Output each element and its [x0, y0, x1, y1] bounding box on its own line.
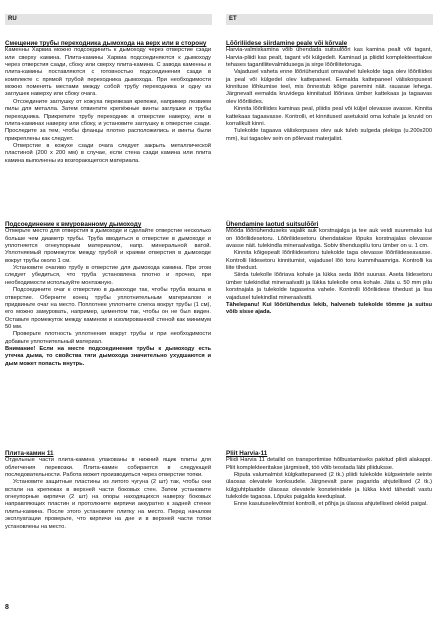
section-title: Ühendamine laotud suitsulõõri [226, 221, 319, 228]
paragraph: Установите защитные пластины из литого чугуна (2 шт) так, чтобы они встали на крепежах в верхней части боковых стен. Затем установите огнеупорные кирпичи (2 шт) на опоры находящихся наверху боковых направляющих пластин и протолкните кирпичи аккуратно к задней стенке плиты-камина. После этого установите плитку на место. Перед началом эксплуатации проверьте, что кирпичи на дне и в верхней части топки установлены на место. [5, 479, 211, 530]
paragraph: Установите очагиво трубу в отверстие для дымохода камина. При этом следует убедиться, что труба установлена плотно и прочно, при необходимости используйте монтажную. [5, 265, 211, 286]
paragraph: Kinnita kõigepealt lõõriliidesetoru tulekolde taga olevasse lõõriliideseavasse. Kontrolli liidesetoru kinnitumist, vajadusel lõö toru kummihaamriga. Kontrolli ka liite tihedust. [226, 250, 432, 272]
section-title: Pliit Harvia-11 [226, 450, 268, 457]
ru-section-flue-relocation [5, 40, 211, 165]
paragraph: Vajadusel vaheta enne lõõriühendust omavahel tulekolde taga olev lõõriliides ja peal või külgedel olev kattepaneel. Eemalda kattepaneel väliskorpusest kinnituse lõhkumise teel, mis õnnestub kõige paremini näit. rauasae lehega. Järgnevalt eemalda kruvidega kinnitatud lõõriava ümber kattekaas ja tagaavas olev lõõriliides. [226, 69, 432, 105]
paragraph: Отсоедините заглушку от кожуха перевезая крепежи, например лезвием пилы для металла. Затем отвинтите крепёжные винты заглушки и трубы переходника. Прикрепите трубу переходник в отверстие наверху, или в плита-каминах наверху или сбоку, и установите заглушку в отверстие сзади. Проследите за тем, чтобы фланцы плотно расположились и винты были прикреплены как следует. [5, 98, 211, 142]
paragraph: Отдельные части плита-камина упакованы в нижний ящик плиты для облегчения перевозки. Плита-камин собирается в следующей последовательности. Работа может производиться через отверстие топки. [5, 457, 211, 479]
paragraph: Проверьте плотность уплотнения вокруг трубы и при необходимости добавьте уплотнительный материал. [5, 331, 211, 345]
paragraph: Kinnita lõõriliides kaminas peal, pliidis peal või küljel olevasse avasse. Kinnita kattekaas tagaavasse. Kontrolli, et kinnitused asetuksid oma kohale ja kruvid on korralikult kinni. [226, 106, 432, 127]
paragraph: Siirda tulekolle lõõriava kohale ja lükka seda lõõri suunas. Aseta liidesetoru ümber tulekindlat mineraalvatti ja lükka tulekolle oma kohale. Jäta u. 50 mm pilu korstnajala ja tulekolde tagaseina vahele. Kontrolli lõõriliidese tihedust ja lisa vajadusel tulekindlat mineraalvatti. [226, 272, 432, 301]
warning-text: Внимание! Если на месте подсоединения трубы к дымоходу есть утечка дыма, то свойства тяги дымохода значительно ухудшаются и дым может попасть внутрь. [5, 345, 211, 367]
et-section-stove-11 [226, 450, 432, 509]
paragraph: Отмерьте место для отверстия в дымоходе и сделайте отверстие несколько больше чем диаметр трубы. Труба вводиться в отверстие в дымоходе и уплотняется огнеупорным материалом, напр. минеральной ватой. Уплотняемый промежуток между трубой и краями отверстия в дымоходе вокруг трубы около 1 см. [5, 228, 211, 264]
paragraph: Каменны Харвиа можно подсоединить к дымоходу через отверстие сзади или сверху камина. Плита-камины Харвиа подсоединяются к дымоходу через отверстия сзади, сбоку или сверху плита-камина. С завода каменны и плита-камины поставляются с готовностью подсоединения сзади в комплекте с прямой трубой переходника дымохода. При необходимости можно поменять местами между собой трубу переходника и одну из заглушек наверху или сбоку очага. [5, 47, 211, 98]
paragraph: Enne kasutuselevõtmist kontrolli, et põhja ja ülaosa ahjutellised olekid paigal. [234, 501, 428, 508]
language-tab-ru: RU [5, 14, 212, 25]
et-section-flue-relocation [226, 40, 432, 143]
warning-text: Tähelepanu! Kui lõõriühendus lekib, halveneb tulekolde tõmme ja suitsu võib sisse ajada. [226, 301, 432, 316]
paragraph: Подсоедините очаг к отверстию в дымоходе так, чтобы труба вошла в отверстие. Оберните конец трубы уплотнительным материалом и придвиньте очаг на место. Поплотнее уплотните слегка вокруг трубы (1 см), его можно замуровать, например, цементом так, чтобы он не был виден. Оставьте промежуток между камином и изолированной стеной как минимум 50 мм. [5, 287, 211, 330]
paragraph: Mõõda lõõriühenduseks vajalik auk korstnajalga ja tee auk veidi suuremaks kui on lõõriliidesetoru. Lõõriliidesetoru ühendatakse lõpuks korstnajalas olevasse avasse näit. tulekindla mineraalvatiga. Sobiv tihenduspilu toru ümber on u. 1 cm. [226, 228, 432, 250]
paragraph: Отверстие в кожухе сзади очага следует закрыть металлической пластиной (200 x 200 мм) в случае, если стена сзади камина или плита камина выполнены из возгорающегося материала. [5, 142, 211, 164]
et-section-masonry-chimney [226, 221, 432, 317]
language-tab-et: ET [226, 14, 433, 25]
section-title: Плита-камин 11 [5, 450, 54, 457]
ru-section-masonry-chimney [5, 221, 211, 368]
section-title: Lõõriliidese siirdamine peale või kõrvale [226, 40, 348, 47]
section-title: Смещение трубы переходника дымохода на верх или в сторону [5, 40, 207, 47]
paragraph: Harvia-valmiskamina võib ühendada suitsulõõri kas kamina pealt või tagant, Harvia-pliidi kas pealt, tagant või külgedelt. Kaminad ja pliidid komplekteeritakse tehases tagantliitevalmidusega ja sirge lõõriliitetoruga. [226, 47, 432, 69]
page-number: 8 [5, 604, 9, 611]
paragraph: Pliidi Harvia 11 detailid on transportimise hõlbustamiseks pakitud pliidi alakappi. Pliit komplekteeritakse järgmiselt, töö võib teostada läbi pliiduksse. [226, 457, 432, 471]
paragraph: Riputa valumalmist külgkattepaneed (2 tk.) pliidi tulekolde külgseintele seinte ülaosas olevatele konksudele. Järgnevalt pane pagarida ahjutellised (2 tk.) külgjuhtplaatide ülaosas olevatele konsteinidele ja lükka kivid tähedalt vastu tulekolde tagaosa. Lõpuks paigalda keeduplaat. [226, 472, 432, 501]
section-title: Подсоединение к вмурованному дымоходу [5, 221, 142, 228]
paragraph: Tulekolde tagaava väliskorpuses olev auk tuleb sulgeda plekiga (u.200x200 mm), kui tagaolev sein on põlevast materjalist. [226, 128, 432, 142]
ru-section-stove-11 [5, 450, 211, 531]
